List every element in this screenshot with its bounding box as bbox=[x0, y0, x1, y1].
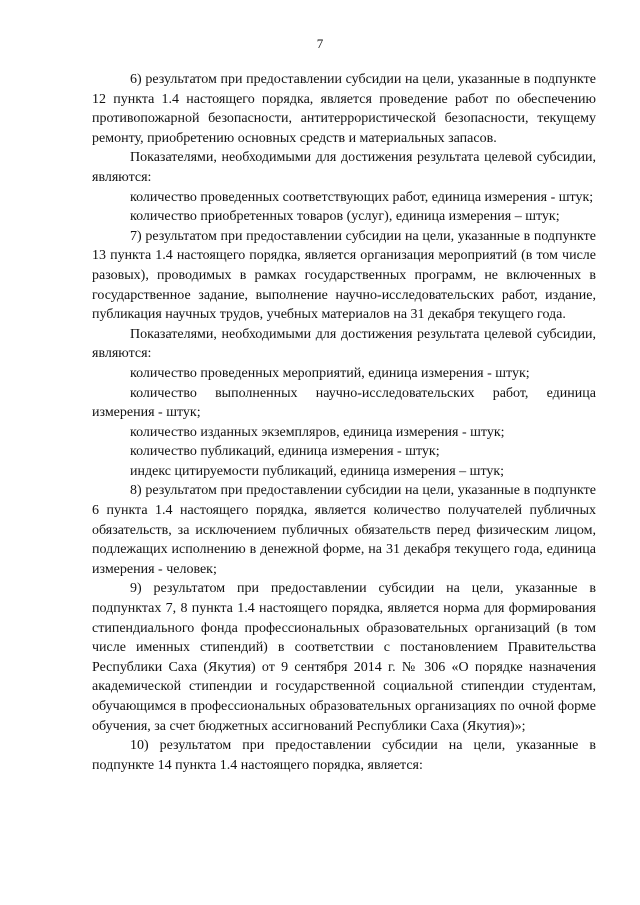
paragraph-indicators-intro: Показателями, необходимыми для достижения результата целевой субсидии, являются: bbox=[92, 150, 596, 185]
page-number: 7 bbox=[316, 36, 324, 51]
document-body bbox=[92, 70, 596, 775]
paragraph-item-6-result: 6) результатом при предоставлении субсидии на цели, указанные в подпункте 12 пункта 1.4 настоящего порядка, является проведение работ по обеспечению противопожарной безопасности, антитеррористической безопасности, текущему ремонту, приобретению основных средств и материальных запасов. bbox=[92, 72, 596, 146]
paragraph-indicator-research: количество выполненных научно-исследовательских работ, единица измерения - штук; bbox=[92, 385, 596, 421]
paragraph-indicator-publications: количество публикаций, единица измерения - штук; bbox=[130, 444, 440, 460]
paragraph-item-7-result: 7) результатом при предоставлении субсидии на цели, указанные в подпункте 13 пункта 1.4 настоящего порядка, является организация мероприятий (в том числе разовых), проводимых в рамках государственных программ, не включенных в государственное задание, выполнение научно-исследовательских работ, издание, публикация научных трудов, учебных материалов на 31 декабря текущего года. bbox=[92, 228, 596, 323]
paragraph-indicator-goods: количество приобретенных товаров (услуг), единица измерения – штук; bbox=[130, 209, 560, 225]
paragraph-item-10-result: 10) результатом при предоставлении субсидии на цели, указанные в подпункте 14 пункта 1.4 настоящего порядка, является: bbox=[92, 738, 596, 773]
paragraph-indicator-works: количество проведенных соответствующих работ, единица измерения - штук; bbox=[130, 189, 594, 205]
paragraph-indicator-citation-index: индекс цитируемости публикаций, единица измерения – штук; bbox=[130, 463, 505, 479]
paragraph-item-8-result: 8) результатом при предоставлении субсидии на цели, указанные в подпункте 6 пункта 1.4 настоящего порядка, является количество получателей публичных обязательств, за исключением публичных обязательств перед физическим лицом, подлежащих исполнению в денежной форме, на 31 декабря текущего года, единица измерения - человек; bbox=[92, 483, 596, 577]
paragraph-indicator-copies: количество изданных экземпляров, единица измерения - штук; bbox=[130, 424, 505, 440]
paragraph-indicator-events: количество проведенных мероприятий, единица измерения - штук; bbox=[130, 365, 530, 381]
paragraph-indicators-intro: Показателями, необходимыми для достижения результата целевой субсидии, являются: bbox=[92, 326, 596, 362]
paragraph-item-9-result: 9) результатом при предоставлении субсидии на цели, указанные в подпунктах 7, 8 пункта 1.4 настоящего порядка, является норма для формирования стипендиального фонда профессиональных образовательных организаций (в том числе именных стипендий) в соответствии с постановлением Правительства Республики Саха (Якутия) от 9 сентября 2014 г. № 306 «О порядке назначения академической стипендии и государственной социальной стипендии студентам, обучающимся в профессиональных образовательных организациях по очной форме обучения, за счет бюджетных ассигнований Республики Саха (Якутия)»; bbox=[92, 581, 596, 734]
